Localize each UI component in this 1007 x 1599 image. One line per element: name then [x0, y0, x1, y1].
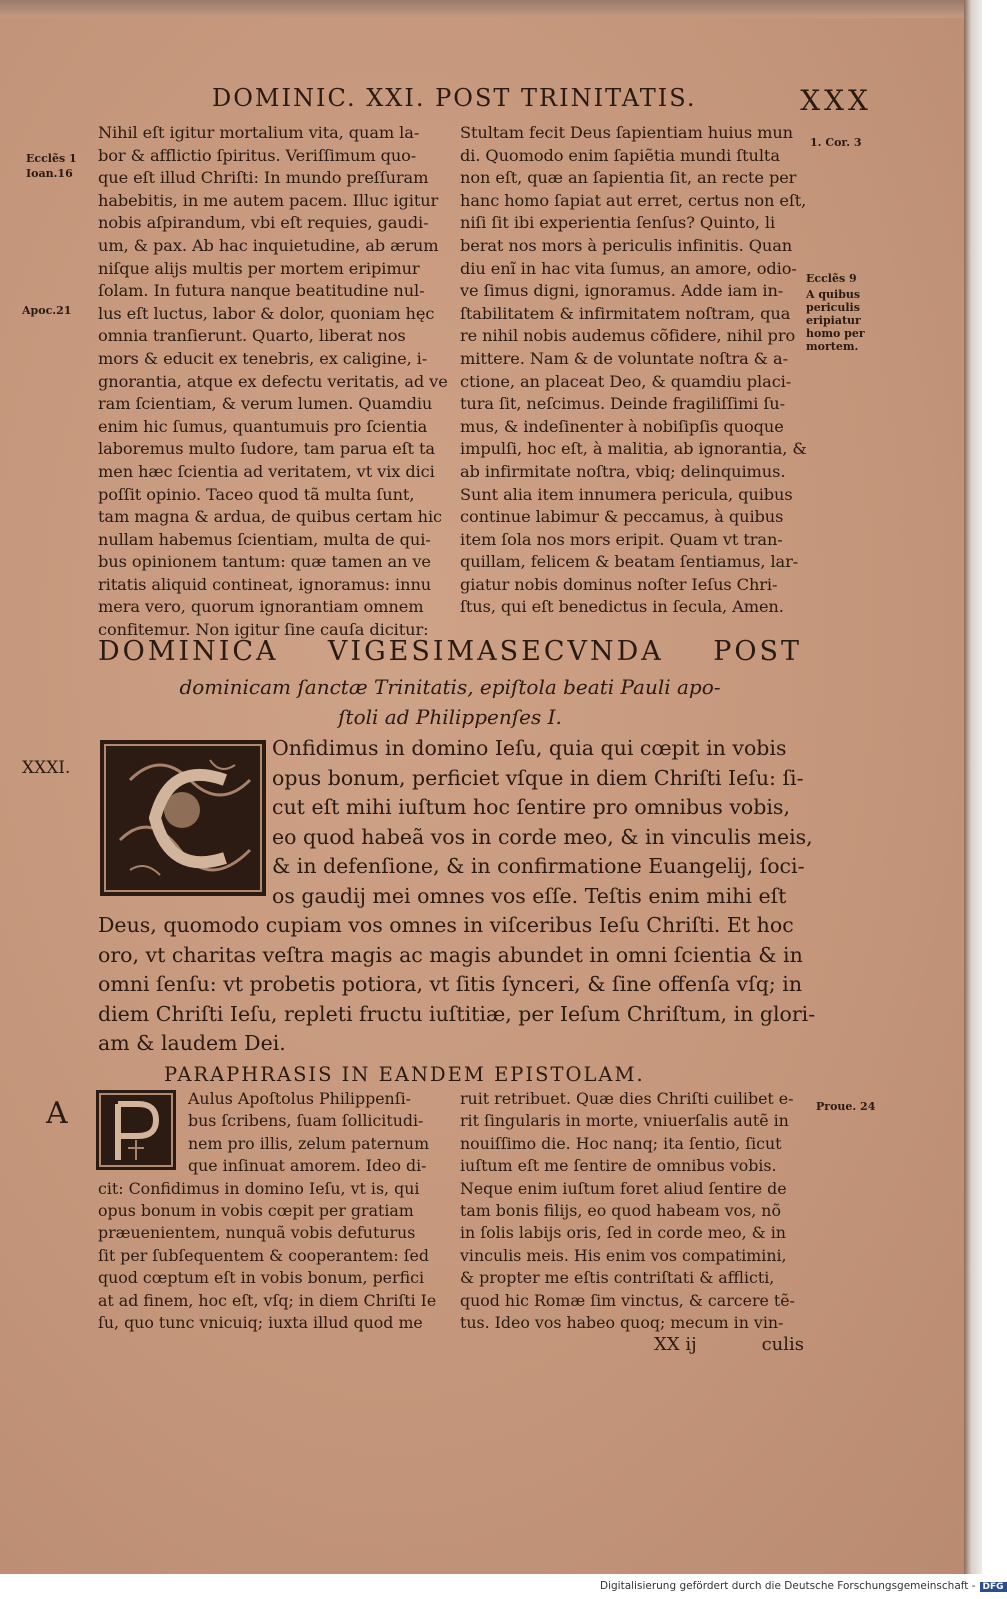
- signature-mark: XX ij: [654, 1334, 697, 1355]
- margin-note-eccles9: Ecclẽs 9: [806, 272, 857, 285]
- running-head-title: DOMINIC. XXI. POST TRINITATIS.: [212, 84, 697, 112]
- epistle-text-top: Onfidimus in domino Ieſu, quia qui cœpit in vobis opus bonum, perficiet vſque in diem Chriſti Ieſu: ſi- cut eſt mihi iuſtum hoc ſentire pro omnibus vobis, eo quod habeã vos in corde meo, & in vinculis meis, & in defenſione, & in confirmatione Euangelij, ſoci- os gaudij mei omnes vos eſſe. Teſtis enim mihi eſt: [272, 736, 813, 908]
- epistle-text-bottom: Deus, quomodo cupiam vos omnes in viſceribus Ieſu Chriſti. Et hoc oro, vt charitas veſtra magis ac magis abundet in omni ſcientia & in omni ſenſu: vt probetis potiora, vt ſitis ſynceri, & ſine offenſa vſq; in diem Chriſti Ieſu, repleti fructu iuſtitiæ, per Ieſum Chriſtum, in glori- am & laudem Dei.: [98, 913, 816, 1055]
- margin-note-aquibus: A quibus periculis eripiatur homo per mortem.: [806, 288, 865, 353]
- margin-note-eccles1: Ecclẽs 1: [26, 152, 77, 165]
- section-number: XXXI.: [22, 758, 71, 778]
- margin-note-proue: Proue. 24: [816, 1100, 876, 1113]
- paraphrasis-heading: PARAPHRASIS IN EANDEM EPISTOLAM.: [164, 1063, 645, 1086]
- text-column-left: Nihil eſt igitur mortalium vita, quam la- bor & afflictio ſpiritus. Veriſſimum quo- que eſt illud Chriſti: In mundo preſſuram habebitis, in me autem pacem. Illuc igitur nobis aſpirandum, vbi eſt requies, gaudi- um, & pax. Ab hac inquietudine, ab ærum niſque alijs multis per mortem eripimur ſolam. In futura nanque beatitudine nul- lus eſt luctus, labor & dolor, quoniam hęc omnia tranſierunt. Quarto, liberat nos mors & educit ex tenebris, ex caligine, i- gnorantia, atque ex defectu veritatis, ad ve ram ſcientiam, & verum lumen. Quamdiu enim hic ſumus, quantumuis pro ſcientia laboremus multo ſudore, tam parua eſt ta men hæc ſcientia ad veritatem, vt vix dici poſſit opinio. Taceo quod tã multa ſunt, tam magna & ardua, de quibus certam hic nullam habemus ſcientiam, multa de qui- bus opinionem tantum: quæ tamen an ve ritatis aliquid contineat, ignoramus: innu mera vero, quorum ignorantiam omnem confitemur. Non igitur ſine cauſa dicitur:: [98, 123, 448, 640]
- page-right-edge: [964, 0, 982, 1574]
- section-subheading: dominicam ſanctæ Trinitatis, epiſtola beati Pauli apo- ſtoli ad Philippenſes I.: [179, 675, 721, 729]
- text-column-right: Stultam fecit Deus ſapientiam huius mun di. Quomodo enim ſapiẽtia mundi ſtulta non eſt, quæ an ſapientia ſit, an recte per hanc homo ſapiat aut erret, certus non eſt, niſi ſit ibi experientia ſenſus? Quinto, li berat nos mors à periculis infinitis. Quan diu enĩ in hac vita ſumus, an amore, odio- ve ſimus digni, ignoramus. Adde iam in- ſtabilitatem & infirmitatem noſtram, qua re nihil nobis audemus cõfidere, nihil pro mittere. Nam & de voluntate noſtra & a- ctione, an placeat Deo, & quamdiu placi- tura ſit, neſcimus. Deinde fragiliſſimi ſu- mus, & indeſinenter à nobiſipſis quoque impulſi, hoc eſt, à malitia, ab ignorantia, & ab infirmitate noſtra, vbiq; delinquimus. Sunt alia item innumera pericula, quibus continue labimur & peccamus, à quibus item ſola nos mors eripit. Quam vt tran- quillam, felicem & beatam ſentiamus, lar- giatur nobis dominus noſter Ieſus Chri- ſtus, qui eſt benedictus in ſecula, Amen.: [460, 123, 807, 617]
- running-head: [212, 84, 872, 117]
- digitization-footer: [600, 1580, 1004, 1592]
- decorated-initial-c: [100, 740, 266, 896]
- margin-letter-a: A: [46, 1096, 68, 1131]
- initial-c-ornament-icon: [100, 740, 266, 896]
- footer-text: Digitalisierung gefördert durch die Deutsche Forschungsgemeinschaft -: [600, 1580, 976, 1592]
- margin-note-cor3: 1. Cor. 3: [810, 136, 862, 149]
- section-heading: DOMINICA VIGESIMASECVNDA POST: [98, 636, 802, 667]
- dfg-logo: DFG: [980, 1582, 1007, 1592]
- catchline: [654, 1334, 804, 1355]
- page-top-edge: [0, 0, 982, 18]
- folio-number: XXX: [800, 84, 872, 117]
- catchword: culis: [761, 1334, 804, 1355]
- paraphrasis-column-right: ruit retribuet. Quæ dies Chriſti cuilibet e- rit ſingularis in morte, vniuerſalis autẽ in nouiſſimo die. Hoc nanq; ita ſentio, ſicut iuſtum eſt me ſentire de omnibus vobis. Neque enim iuſtum foret aliud ſentire de tam bonis filijs, eo quod habeam vos, nõ in ſolis labijs oris, ſed in corde meo, & in vinculis meis. His enim vos compatimini, & propter me eſtis contriſtati & afflicti, quod hic Romæ ſim vinctus, & carcere tẽ- tus. Ideo vos habeo quoq; mecum in vin-: [460, 1089, 795, 1332]
- margin-note-ioan16: Ioan.16: [26, 167, 73, 180]
- paraphrasis-column-left: Aulus Apoſtolus Philippenſi- bus ſcribens, ſuam ſollicitudi- nem pro illis, zelum paternum que inſinuat amorem. Ideo di- cit: Confidimus in domino Ieſu, vt is, qui opus bonum in vobis cœpit per gratiam præuenientem, nunquã vobis defuturus ſit per ſubſequentem & cooperantem: ſed quod cœptum eſt in vobis bonum, perfici at ad finem, hoc eſt, vſq; in diem Chriſti Ie ſu, quo tunc vnicuiq; iuxta illud quod me: [98, 1089, 437, 1332]
- margin-note-apoc21: Apoc.21: [22, 304, 72, 317]
